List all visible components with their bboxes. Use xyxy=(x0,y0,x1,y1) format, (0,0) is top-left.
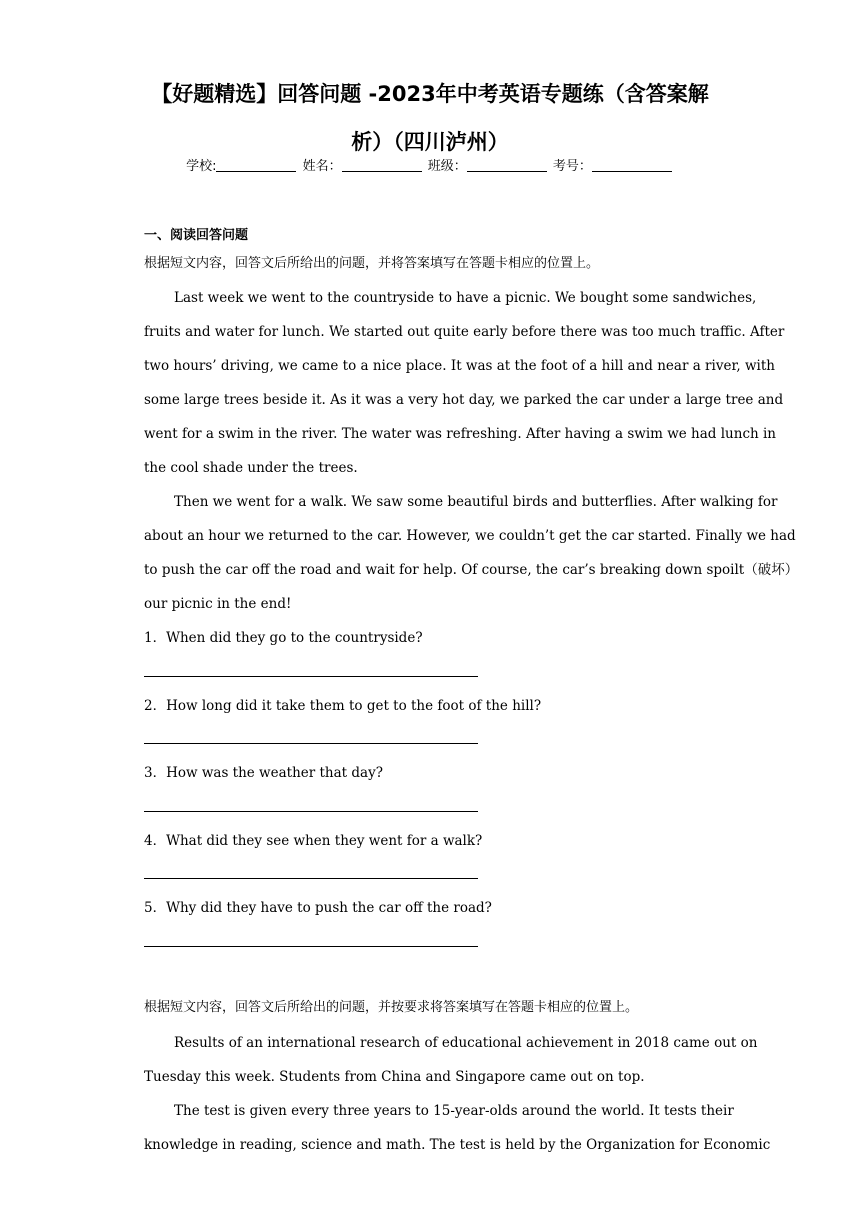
question-3: 3．How was the weather that day? xyxy=(144,765,383,781)
passage2-line: Tuesday this week. Students from China and Singapore came out on top. xyxy=(144,1069,645,1085)
document-title xyxy=(120,70,740,166)
passage1-line: to push the car off the road and wait for help. Of course, the car’s breaking down spoilt（破坏） xyxy=(144,562,799,578)
question-1: 1．When did they go to the countryside? xyxy=(144,630,423,646)
section2-instruction: 根据短文内容，回答文后所给出的问题，并按要求将答案填写在答题卡相应的位置上。 xyxy=(144,1000,639,1015)
student-info-row xyxy=(0,155,860,179)
answer-line-3[interactable] xyxy=(144,811,478,812)
title-line-1: 【好题精选】回答问题 -2023年中考英语专题练（含答案解 xyxy=(151,82,709,106)
passage2-line: knowledge in reading, science and math. The test is held by the Organization for Economic xyxy=(144,1137,771,1153)
question-4: 4．What did they see when they went for a walk? xyxy=(144,833,483,849)
exam-no-label: 考号： xyxy=(552,159,592,174)
passage2-line: The test is given every three years to 15-year-olds around the world. It tests their xyxy=(174,1103,734,1119)
passage1-line: fruits and water for lunch. We started out quite early before there was too much traffic. After xyxy=(144,324,785,340)
class-label: 班级： xyxy=(427,159,467,174)
name-label: 姓名： xyxy=(302,159,342,174)
passage2-line: Results of an international research of educational achievement in 2018 came out on xyxy=(174,1035,758,1051)
question-2: 2．How long did it take them to get to the foot of the hill? xyxy=(144,698,542,714)
exam-no-blank[interactable] xyxy=(592,157,672,172)
passage1-line: Last week we went to the countryside to have a picnic. We bought some sandwiches, xyxy=(174,290,757,306)
name-blank[interactable] xyxy=(342,157,422,172)
passage1-line: two hours’ driving, we came to a nice place. It was at the foot of a hill and near a river, with xyxy=(144,358,775,374)
school-label: 学校: xyxy=(186,159,217,174)
passage1-line: our picnic in the end! xyxy=(144,596,292,612)
answer-line-1[interactable] xyxy=(144,676,478,677)
passage1-line: Then we went for a walk. We saw some beautiful birds and butterflies. After walking for xyxy=(174,494,778,510)
answer-line-5[interactable] xyxy=(144,946,478,947)
passage1-line: some large trees beside it. As it was a very hot day, we parked the car under a large tree and xyxy=(144,392,784,408)
passage1-line: went for a swim in the river. The water was refreshing. After having a swim we had lunch in xyxy=(144,426,777,442)
class-blank[interactable] xyxy=(467,157,547,172)
passage1-line: the cool shade under the trees. xyxy=(144,460,358,476)
question-5: 5．Why did they have to push the car off the road? xyxy=(144,900,492,916)
answer-line-4[interactable] xyxy=(144,878,478,879)
section-heading: 一、阅读回答问题 xyxy=(144,228,249,243)
section1-instruction: 根据短文内容，回答文后所给出的问题，并将答案填写在答题卡相应的位置上。 xyxy=(144,256,600,271)
school-blank[interactable] xyxy=(216,157,296,172)
answer-line-2[interactable] xyxy=(144,743,478,744)
passage1-line: about an hour we returned to the car. However, we couldn’t get the car started. Finally we had xyxy=(144,528,796,544)
title-line-2: 析）（四川泸州） xyxy=(351,130,509,154)
